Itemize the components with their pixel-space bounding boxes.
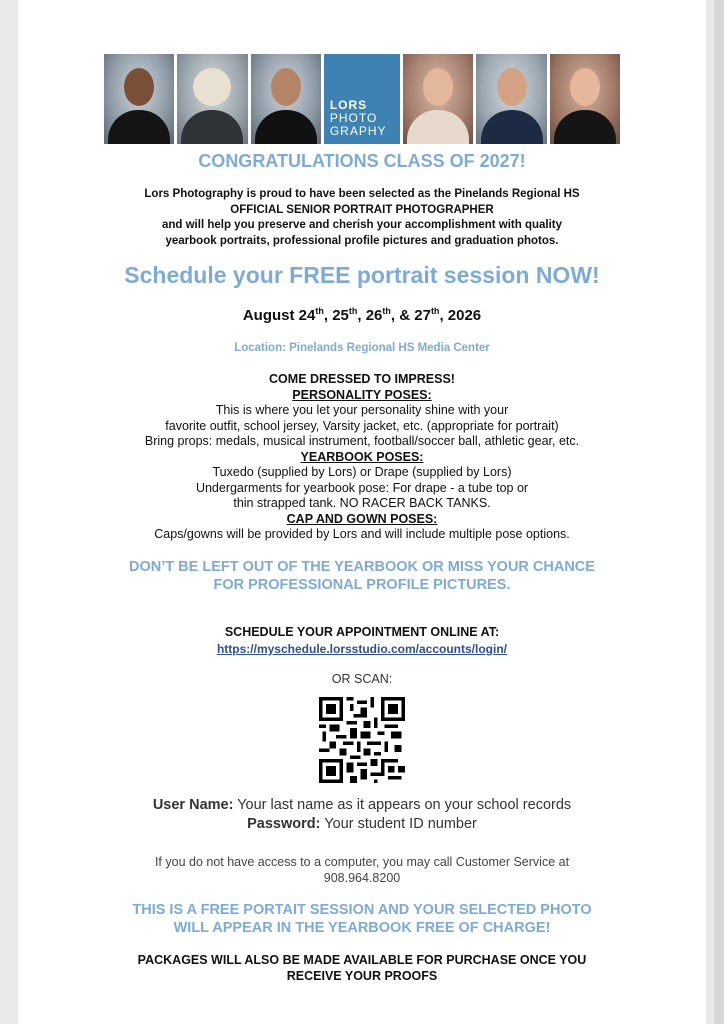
- contact-line-1: If you do not have access to a computer, you may call Customer Service at: [154, 855, 570, 869]
- yearbook-poses-title: YEARBOOK POSES:: [300, 449, 424, 464]
- intro-text: [18, 187, 706, 249]
- yearbook-line-2: Undergarments for yearbook pose: For drape - a tube top or: [195, 480, 529, 495]
- free-line-1: THIS IS A FREE PORTAIT SESSION AND YOUR SELECTED PHOTO: [132, 902, 592, 918]
- intro-line-3: and will help you preserve and cherish your accomplishment with quality: [161, 219, 563, 231]
- logo-line-2: PHOTO: [329, 111, 378, 125]
- qr-code-icon[interactable]: [319, 697, 405, 783]
- personality-line-1: This is where you let your personality shine with your: [215, 403, 509, 417]
- warning-line-1: DON’T BE LEFT OUT OF THE YEARBOOK OR MISS YOUR CHANCE: [129, 559, 595, 575]
- free-session-notice: [18, 901, 706, 937]
- schedule-cta-heading: Schedule your FREE portrait session NOW!: [124, 262, 600, 288]
- packages-notice: [18, 953, 706, 984]
- logo-line-3: GRAPHY: [329, 124, 387, 138]
- cap-gown-poses-title: CAP AND GOWN POSES:: [286, 511, 438, 526]
- lors-logo-tile: [324, 54, 400, 144]
- portrait-photo-man-tie: [476, 54, 546, 144]
- yearbook-line-1: Tuxedo (supplied by Lors) or Drape (supplied by Lors): [212, 465, 512, 479]
- personality-line-3: Bring props: medals, musical instrument, football/soccer ball, athletic gear, etc.: [144, 434, 580, 448]
- congratulations-heading: CONGRATULATIONS CLASS OF 2027!: [198, 151, 526, 171]
- personality-line-2: favorite outfit, school jersey, Varsity jacket, etc. (appropriate for portrait): [165, 418, 559, 433]
- cap-gown-line-1: Caps/gowns will be provided by Lors and will include multiple pose options.: [154, 527, 570, 541]
- logo-line-1: LORS: [329, 98, 368, 112]
- login-credentials: [18, 796, 706, 834]
- flyer-page: [18, 0, 706, 1024]
- free-line-2: WILL APPEAR IN THE YEARBOOK FREE OF CHARGE!: [173, 920, 551, 936]
- photo-strip: [104, 54, 620, 144]
- yearbook-line-3: thin strapped tank. NO RACER BACK TANKS.: [233, 496, 491, 510]
- schedule-link-wrap: [18, 640, 706, 658]
- portrait-photo-graduate: [104, 54, 174, 144]
- dress-title: COME DRESSED TO IMPRESS!: [269, 372, 455, 386]
- intro-line-2: OFFICIAL SENIOR PORTRAIT PHOTOGRAPHER: [230, 203, 494, 216]
- portrait-photo-hijab: [177, 54, 247, 144]
- viewer-scrollbar[interactable]: [714, 0, 724, 1024]
- portrait-photo-suit: [251, 54, 321, 144]
- packages-line-1: PACKAGES WILL ALSO BE MADE AVAILABLE FOR PURCHASE ONCE YOU: [137, 953, 587, 967]
- yearbook-warning: [18, 558, 706, 594]
- intro-line-4: yearbook portraits, professional profile pictures and graduation photos.: [165, 234, 559, 247]
- username-line: User Name: Your last name as it appears on your school records: [152, 797, 572, 813]
- contact-phone: 908.964.8200: [323, 871, 401, 885]
- schedule-url-link[interactable]: https://myschedule.lorsstudio.com/accounts/login/: [216, 642, 508, 656]
- warning-line-2: FOR PROFESSIONAL PROFILE PICTURES.: [213, 577, 511, 593]
- dress-instructions: [18, 372, 706, 543]
- intro-line-1: Lors Photography is proud to have been selected as the Pinelands Regional HS: [144, 188, 580, 200]
- password-line: Password: Your student ID number: [247, 816, 477, 832]
- portrait-photo-cap-gown: [550, 54, 620, 144]
- personality-poses-title: PERSONALITY POSES:: [292, 387, 432, 402]
- session-dates: August 24th, 25th, 26th, & 27th, 2026: [242, 306, 482, 324]
- schedule-online-label: SCHEDULE YOUR APPOINTMENT ONLINE AT:: [224, 625, 500, 639]
- or-scan-label: OR SCAN:: [331, 672, 393, 686]
- packages-line-2: RECEIVE YOUR PROOFS: [286, 968, 438, 983]
- location-text: Location: Pinelands Regional HS Media Center: [234, 342, 490, 354]
- customer-service-text: [18, 854, 706, 886]
- portrait-photo-woman: [403, 54, 473, 144]
